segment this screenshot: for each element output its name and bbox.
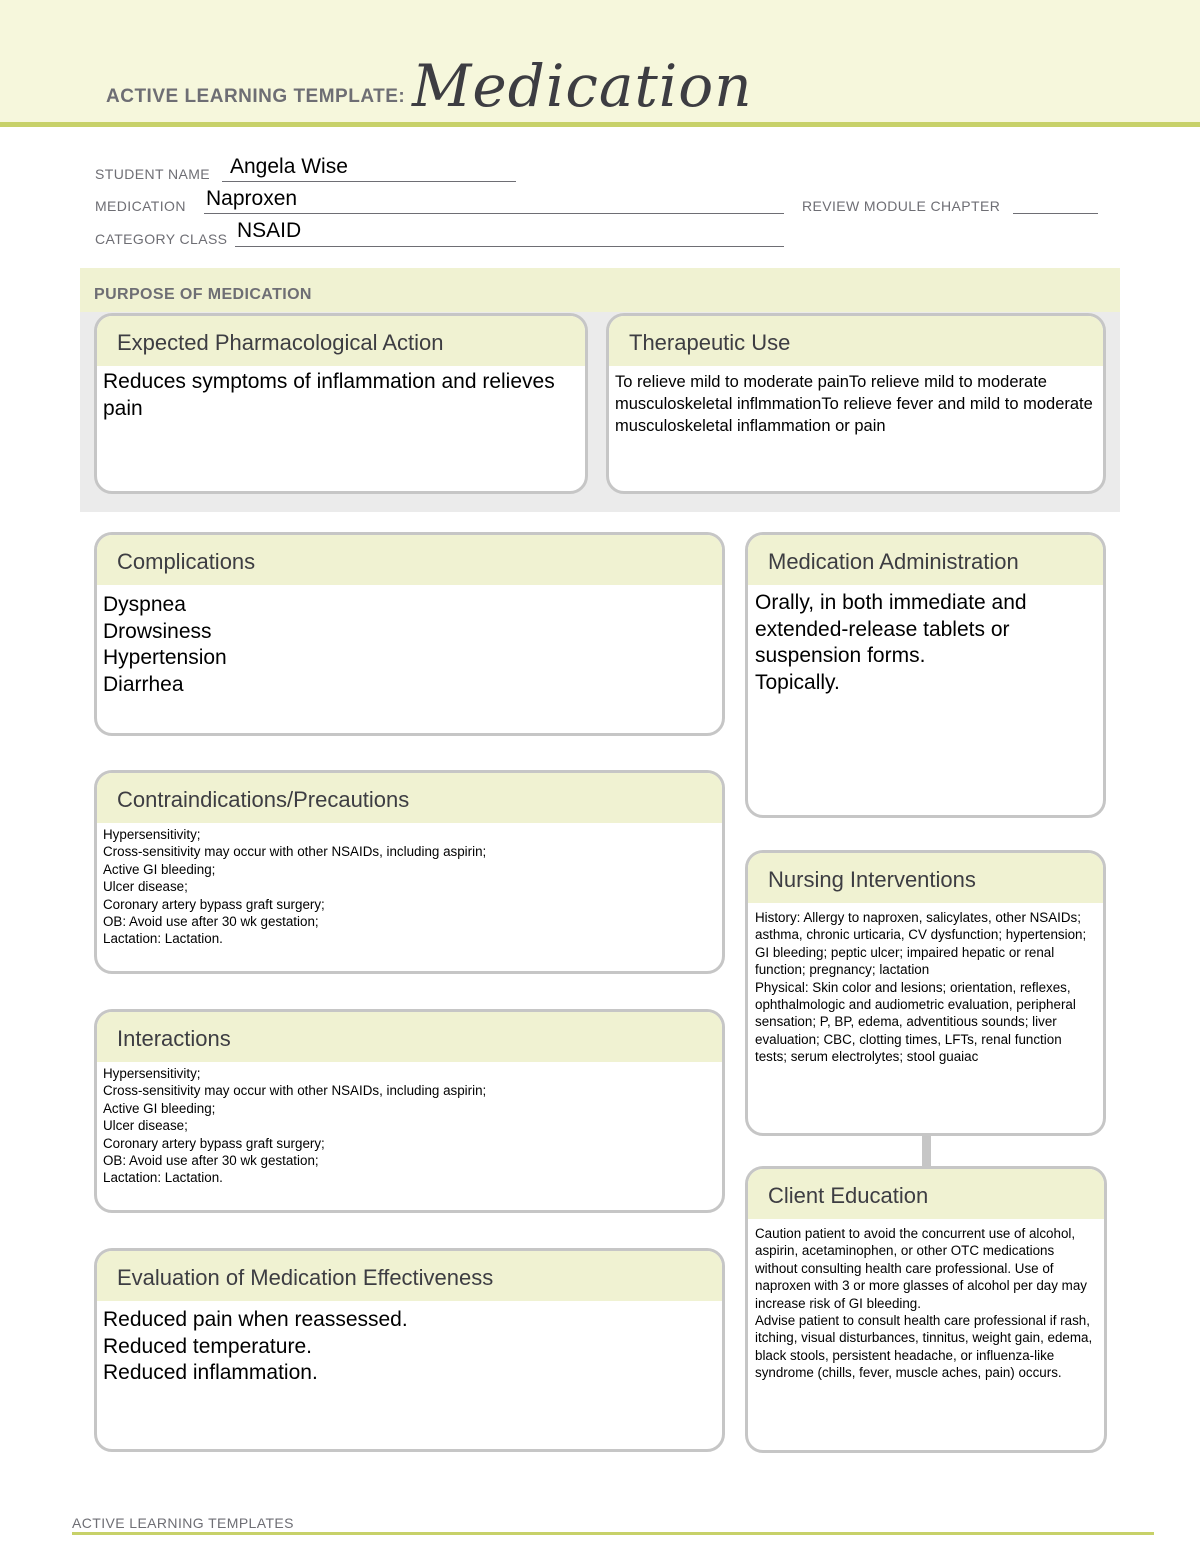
- complications-title: Complications: [97, 535, 722, 585]
- therapeutic-use-title: Therapeutic Use: [609, 316, 1103, 366]
- contraindications-box: [94, 770, 725, 974]
- page-title: Medication: [412, 52, 753, 120]
- template-label: ACTIVE LEARNING TEMPLATE:: [106, 86, 406, 107]
- interactions-box: [94, 1009, 725, 1213]
- student-name-line: [222, 181, 516, 182]
- medication-field[interactable]: Naproxen: [206, 187, 298, 210]
- administration-title: Medication Administration: [748, 535, 1103, 585]
- category-class-field[interactable]: NSAID: [237, 219, 302, 242]
- expected-action-box: [94, 313, 588, 494]
- nursing-interventions-text[interactable]: History: Allergy to naproxen, salicylates, other NSAIDs; asthma, chronic urticaria, CV dysfunction; hypertension; GI bleeding; peptic ulcer; impaired hepatic or renal function; pregnancy; lactation Physical: Skin color and lesions; orientation, reflexes, ophthalmologic and audiometric evaluation, peripheral sensation; P, BP, edema, adventitious sounds; liver evaluation; CBC, clotting times, LFTs, renal function tests; serum electrolytes; stool guaiac: [755, 910, 1087, 1065]
- connector-line: [922, 1134, 931, 1166]
- nursing-interventions-title: Nursing Interventions: [748, 853, 1103, 903]
- medication-label: MEDICATION: [95, 198, 186, 214]
- therapeutic-use-box: [606, 313, 1106, 494]
- client-education-title: Client Education: [748, 1169, 1104, 1219]
- client-education-box: [745, 1166, 1107, 1453]
- administration-box: [745, 532, 1106, 818]
- complications-box: [94, 532, 725, 736]
- evaluation-box: [94, 1248, 725, 1452]
- complications-text[interactable]: Dyspnea Drowsiness Hypertension Diarrhea: [103, 593, 227, 696]
- review-module-line: [1013, 213, 1098, 214]
- contraindications-title: Contraindications/Precautions: [97, 773, 722, 823]
- footer-rule: [72, 1532, 1154, 1535]
- purpose-label: PURPOSE OF MEDICATION: [94, 286, 312, 303]
- student-name-field[interactable]: Angela Wise: [230, 155, 348, 178]
- header-rule: [0, 122, 1200, 127]
- evaluation-text[interactable]: Reduced pain when reassessed. Reduced temperature. Reduced inflammation.: [103, 1308, 408, 1384]
- administration-text[interactable]: Orally, in both immediate and extended-release tablets or suspension forms. Topically.: [755, 591, 1027, 694]
- medication-line: [204, 213, 784, 214]
- student-name-label: STUDENT NAME: [95, 166, 210, 182]
- evaluation-title: Evaluation of Medication Effectiveness: [97, 1251, 722, 1301]
- expected-action-title: Expected Pharmacological Action: [97, 316, 585, 366]
- review-module-label: REVIEW MODULE CHAPTER: [802, 198, 1001, 214]
- therapeutic-use-text[interactable]: To relieve mild to moderate painTo relieve mild to moderate musculoskeletal inflmmationTo relieve fever and mild to moderate musculoskeletal inflammation or pain: [615, 373, 1093, 435]
- category-class-line: [235, 246, 784, 247]
- contraindications-text[interactable]: Hypersensitivity; Cross-sensitivity may occur with other NSAIDs, including aspirin; Active GI bleeding; Ulcer disease; Coronary artery bypass graft surgery; OB: Avoid use after 30 wk gestation; Lactation: Lactation.: [103, 827, 487, 947]
- category-class-label: CATEGORY CLASS: [95, 231, 228, 247]
- client-education-text[interactable]: Caution patient to avoid the concurrent use of alcohol, aspirin, acetaminophen, or other OTC medications without consulting health care professional. Use of naproxen with 3 or more glasses of alcohol per day may increase risk of GI bleeding. Advise patient to consult health care professional if rash, itching, visual disturbances, tinnitus, weight gain, edema, black stools, persistent headache, or influenza-like syndrome (chills, fever, muscle aches, pain) occurs.: [755, 1226, 1093, 1381]
- expected-action-text[interactable]: Reduces symptoms of inflammation and relieves pain: [103, 370, 555, 420]
- interactions-title: Interactions: [97, 1012, 722, 1062]
- nursing-interventions-box: [745, 850, 1106, 1136]
- footer-label: ACTIVE LEARNING TEMPLATES: [72, 1515, 294, 1531]
- interactions-text[interactable]: Hypersensitivity; Cross-sensitivity may occur with other NSAIDs, including aspirin; Active GI bleeding; Ulcer disease; Coronary artery bypass graft surgery; OB: Avoid use after 30 wk gestation; Lactation: Lactation.: [103, 1066, 487, 1186]
